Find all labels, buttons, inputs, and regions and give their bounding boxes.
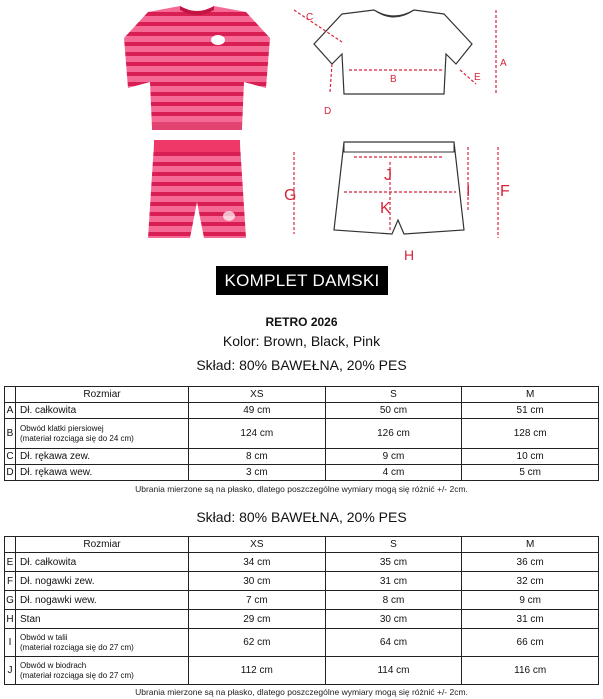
- composition-top: Skład: 80% BAWEŁNA, 20% PES: [196, 357, 407, 373]
- label-j: J: [384, 167, 392, 184]
- row-value: 66 cm: [462, 629, 599, 657]
- label-e: E: [474, 72, 481, 83]
- row-code: E: [5, 553, 16, 572]
- size-header: M: [462, 387, 599, 403]
- table-row: [5, 419, 599, 449]
- label-g: G: [284, 187, 297, 204]
- label-d: D: [324, 106, 332, 117]
- row-value: 126 cm: [325, 419, 462, 449]
- row-value: 62 cm: [189, 629, 326, 657]
- row-value: 49 cm: [189, 403, 326, 419]
- label-a: A: [500, 58, 507, 69]
- size-header: M: [462, 537, 599, 553]
- table-header-row: [5, 387, 599, 403]
- row-name: Obwód klatki piersiowej: [20, 423, 104, 433]
- row-value: 50 cm: [325, 403, 462, 419]
- table-row: [5, 449, 599, 465]
- row-code: C: [5, 449, 16, 465]
- row-code: B: [5, 419, 16, 449]
- row-value: 30 cm: [325, 610, 462, 629]
- row-code: H: [5, 610, 16, 629]
- row-value: 8 cm: [325, 591, 462, 610]
- row-value: 7 cm: [189, 591, 326, 610]
- row-value: 51 cm: [462, 403, 599, 419]
- table-row: [5, 591, 599, 610]
- row-value: 10 cm: [462, 449, 599, 465]
- table-row: [5, 465, 599, 481]
- label-i: I: [466, 183, 471, 200]
- color-line: Kolor: Brown, Black, Pink: [222, 333, 381, 349]
- label-k: K: [380, 200, 391, 217]
- row-value: 112 cm: [189, 657, 326, 685]
- size-header-label: Rozmiar: [16, 537, 189, 553]
- row-value: 5 cm: [462, 465, 599, 481]
- row-code: F: [5, 572, 16, 591]
- row-code: I: [5, 629, 16, 657]
- size-header-label: Rozmiar: [16, 387, 189, 403]
- product-code: RETRO 2026: [265, 315, 338, 329]
- row-value: 34 cm: [189, 553, 326, 572]
- measurement-note-top: Ubrania mierzone są na płasko, dlatego poszczególne wymiary mogą się różnić +/- 2cm.: [135, 484, 468, 494]
- row-code: J: [5, 657, 16, 685]
- size-header: S: [325, 387, 462, 403]
- table-row: [5, 657, 599, 685]
- row-name: Obwód w talii: [20, 632, 68, 642]
- row-code: D: [5, 465, 16, 481]
- row-sub: (materiał rozciąga się do 24 cm): [20, 433, 134, 443]
- row-code: A: [5, 403, 16, 419]
- row-value: 116 cm: [462, 657, 599, 685]
- row-name: Obwód w biodrach: [20, 660, 87, 670]
- row-code: G: [5, 591, 16, 610]
- row-value: 29 cm: [189, 610, 326, 629]
- row-name: Dł. rękawa zew.: [16, 449, 189, 465]
- table-row: [5, 553, 599, 572]
- measurement-note-bottom: Ubrania mierzone są na płasko, dlatego poszczególne wymiary mogą się różnić +/- 2cm.: [135, 687, 468, 697]
- product-photo: [118, 2, 276, 242]
- row-name: Dł. nogawki wew.: [16, 591, 189, 610]
- size-header: XS: [189, 537, 326, 553]
- table-row: [5, 403, 599, 419]
- size-table-top: [4, 386, 599, 481]
- composition-bottom: Skład: 80% BAWEŁNA, 20% PES: [196, 509, 407, 525]
- row-value: 30 cm: [189, 572, 326, 591]
- row-value: 31 cm: [325, 572, 462, 591]
- row-name: Dł. całkowita: [16, 553, 189, 572]
- size-table-bottom: [4, 536, 599, 685]
- label-c: C: [306, 12, 314, 23]
- label-b: B: [390, 74, 397, 85]
- row-value: 114 cm: [325, 657, 462, 685]
- technical-drawing: [284, 2, 512, 262]
- row-value: 32 cm: [462, 572, 599, 591]
- row-name: Dł. rękawa wew.: [16, 465, 189, 481]
- row-value: 9 cm: [462, 591, 599, 610]
- row-value: 36 cm: [462, 553, 599, 572]
- size-header: XS: [189, 387, 326, 403]
- row-value: 31 cm: [462, 610, 599, 629]
- row-name: Dł. nogawki zew.: [16, 572, 189, 591]
- row-value: 64 cm: [325, 629, 462, 657]
- row-value: 4 cm: [325, 465, 462, 481]
- row-value: 8 cm: [189, 449, 326, 465]
- row-name: Dł. całkowita: [16, 403, 189, 419]
- row-value: 128 cm: [462, 419, 599, 449]
- table-row: [5, 572, 599, 591]
- row-sub: (materiał rozciąga się do 27 cm): [20, 642, 134, 652]
- row-value: 124 cm: [189, 419, 326, 449]
- row-sub: (materiał rozciąga się do 27 cm): [20, 670, 134, 680]
- row-value: 3 cm: [189, 465, 326, 481]
- row-value: 9 cm: [325, 449, 462, 465]
- row-name: Stan: [16, 610, 189, 629]
- row-value: 35 cm: [325, 553, 462, 572]
- table-row: [5, 610, 599, 629]
- label-h: H: [404, 247, 415, 262]
- label-f: F: [500, 183, 510, 200]
- table-row: [5, 629, 599, 657]
- size-header: S: [325, 537, 462, 553]
- page-title: KOMPLET DAMSKI: [216, 266, 388, 295]
- table-header-row: [5, 537, 599, 553]
